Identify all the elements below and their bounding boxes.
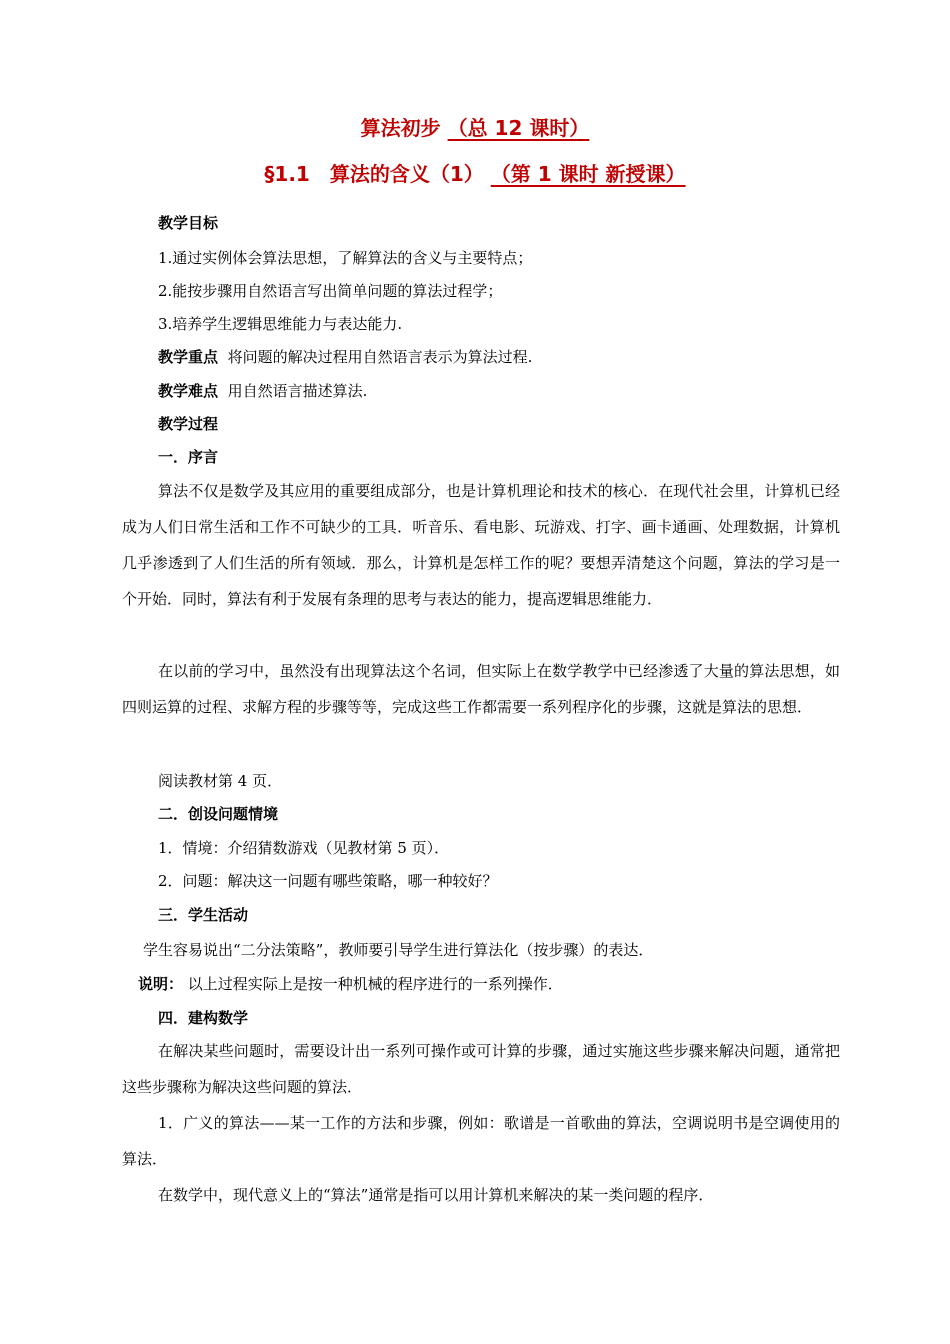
part1-paragraph-3: 阅读教材第 4 页． [158, 772, 283, 790]
section-title-text: §1.1 算法的含义（1） [264, 162, 484, 186]
section-title [0, 158, 950, 187]
title-main: 算法初步 [360, 116, 441, 140]
part3-heading: 三．学生活动 [158, 906, 249, 924]
key-point-label: 教学重点 [158, 348, 219, 366]
part4-paragraph-2: 1．广义的算法——某一工作的方法和步骤，例如：歌谱是一首歌曲的算法，空调说明书是空调使用的算法． [122, 1114, 840, 1168]
goal-item-3: 3.培养学生逻辑思维能力与表达能力. [158, 315, 403, 333]
process-heading: 教学过程 [158, 415, 219, 433]
part1-paragraph-2: 在以前的学习中，虽然没有出现算法这个名词，但实际上在数学教学中已经渗透了大量的算法思想，如四则运算的过程、求解方程的步骤等等，完成这些工作都需要一系列程序化的步骤，这就是算法的思想． [122, 662, 840, 716]
part2-item-1: 1．情境：介绍猜数游戏（见教材第 5 页）． [158, 839, 450, 857]
key-point [158, 346, 532, 367]
part2-heading: 二．创设问题情境 [158, 805, 279, 823]
part1-heading: 一．序言 [158, 448, 219, 466]
key-point-text: 将问题的解决过程用自然语言表示为算法过程. [227, 348, 533, 366]
part2-item-2: 2．问题：解决这一问题有哪些策略，哪一种较好？ [158, 872, 498, 890]
difficulty [158, 380, 367, 401]
part3-note-label: 说明： [138, 975, 184, 993]
goal-item-2: 2.能按步骤用自然语言写出简单问题的算法过程学； [158, 282, 503, 300]
difficulty-text: 用自然语言描述算法. [227, 382, 368, 400]
goals-heading: 教学目标 [158, 214, 219, 232]
part1-paragraph-1: 算法不仅是数学及其应用的重要组成部分，也是计算机理论和技术的核心．在现代社会里，计算机已经成为人们日常生活和工作不可缺少的工具．听音乐、看电影、玩游戏、打字、画卡通画、处理数据，计算机几乎渗透到了人们生活的所有领域．那么，计算机是怎样工作的呢？要想弄清楚这个问题，算法的学习是一个开始．同时，算法有利于发展有条理的思考与表达的能力，提高逻辑思维能力． [122, 482, 840, 608]
difficulty-label: 教学难点 [158, 382, 219, 400]
part3-note [138, 973, 563, 994]
section-title-note: （第 1 课时 新授课） [490, 162, 686, 186]
title-main-note: （总 12 课时） [447, 116, 590, 140]
part3-text: 学生容易说出“二分法策略”，教师要引导学生进行算法化（按步骤）的表达． [143, 941, 654, 959]
document-title [0, 112, 950, 141]
goal-item-1: 1.通过实例体会算法思想，了解算法的含义与主要特点； [158, 249, 533, 267]
part4-paragraph-1: 在解决某些问题时，需要设计出一系列可操作或可计算的步骤，通过实施这些步骤来解决问题，通常把这些步骤称为解决这些问题的算法． [122, 1042, 840, 1096]
part4-paragraph-3: 在数学中，现代意义上的“算法”通常是指可以用计算机来解决的某一类问题的程序． [158, 1186, 714, 1204]
part4-heading: 四．建构数学 [158, 1009, 249, 1027]
part3-note-text: 以上过程实际上是按一种机械的程序进行的一系列操作． [187, 975, 563, 993]
